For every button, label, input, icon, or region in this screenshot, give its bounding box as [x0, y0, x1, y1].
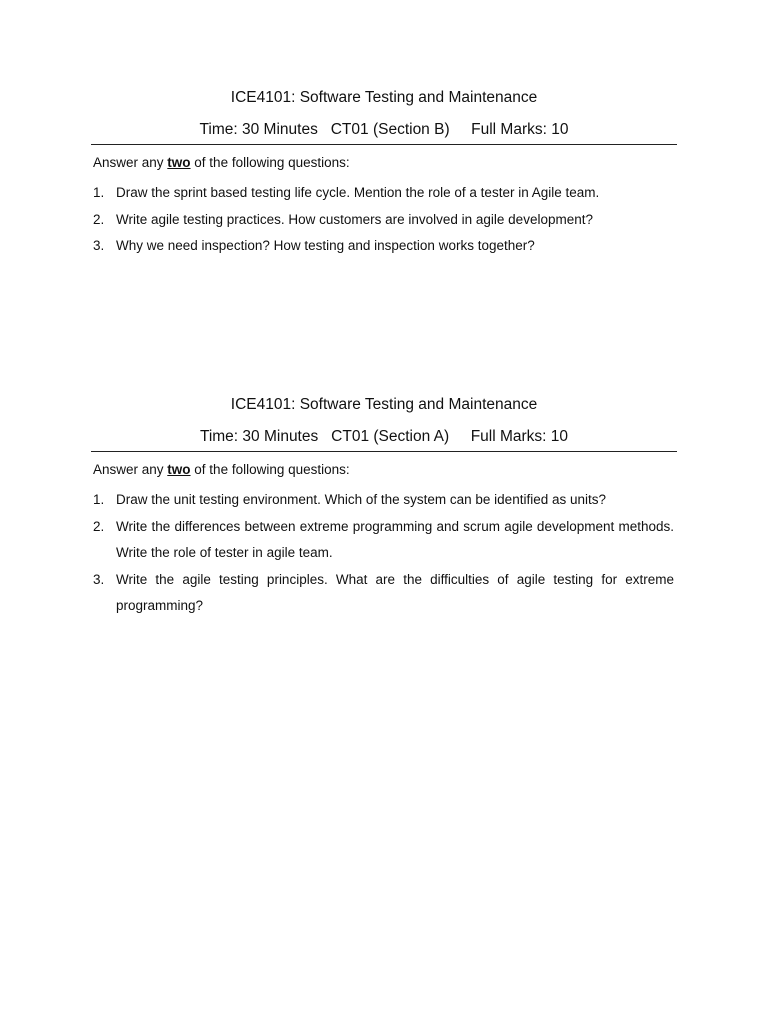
question-number: 2. — [93, 211, 105, 227]
question-number: 3. — [93, 238, 105, 253]
instruction — [91, 461, 677, 479]
question-number: 2. — [93, 518, 105, 534]
question-number: 1. — [93, 492, 105, 507]
instruction-keyword: two — [167, 462, 191, 477]
question-text: Write the agile testing principles. What are the difficulties of agile testing for extreme programming? — [116, 571, 674, 613]
question-item — [91, 487, 677, 514]
instruction-suffix: of the following questions: — [190, 462, 350, 477]
exam-paper-section-b — [91, 87, 677, 260]
exam-meta: Time: 30 Minutes CT01 (Section B) Full Marks: 10 — [199, 121, 569, 138]
question-number: 1. — [93, 185, 105, 200]
instruction-keyword: two — [167, 155, 191, 170]
question-item — [91, 233, 677, 260]
exam-paper-section-a — [91, 394, 677, 620]
instruction — [91, 154, 677, 172]
divider — [91, 144, 677, 145]
question-number: 3. — [93, 571, 105, 587]
question-list — [91, 180, 677, 260]
question-text: Write the differences between extreme programming and scrum agile development methods. Write the role of tester in agile team. — [116, 518, 674, 560]
divider — [91, 451, 677, 452]
question-text: Why we need inspection? How testing and inspection works together? — [116, 238, 535, 253]
instruction-prefix: Answer any — [93, 155, 168, 170]
instruction-prefix: Answer any — [93, 462, 168, 477]
question-text: Draw the sprint based testing life cycle. Mention the role of a tester in Agile team. — [116, 185, 600, 200]
question-list — [91, 487, 677, 620]
exam-meta: Time: 30 Minutes CT01 (Section A) Full Marks: 10 — [199, 428, 569, 445]
question-item — [91, 180, 677, 207]
question-item — [91, 207, 677, 234]
question-item — [91, 514, 677, 567]
question-text: Write agile testing practices. How customers are involved in agile development? — [116, 211, 593, 227]
course-title: ICE4101: Software Testing and Maintenance — [230, 396, 538, 413]
instruction-suffix: of the following questions: — [190, 155, 350, 170]
question-item — [91, 567, 677, 620]
question-text: Draw the unit testing environment. Which of the system can be identified as units? — [116, 492, 607, 507]
course-title: ICE4101: Software Testing and Maintenance — [230, 89, 538, 106]
